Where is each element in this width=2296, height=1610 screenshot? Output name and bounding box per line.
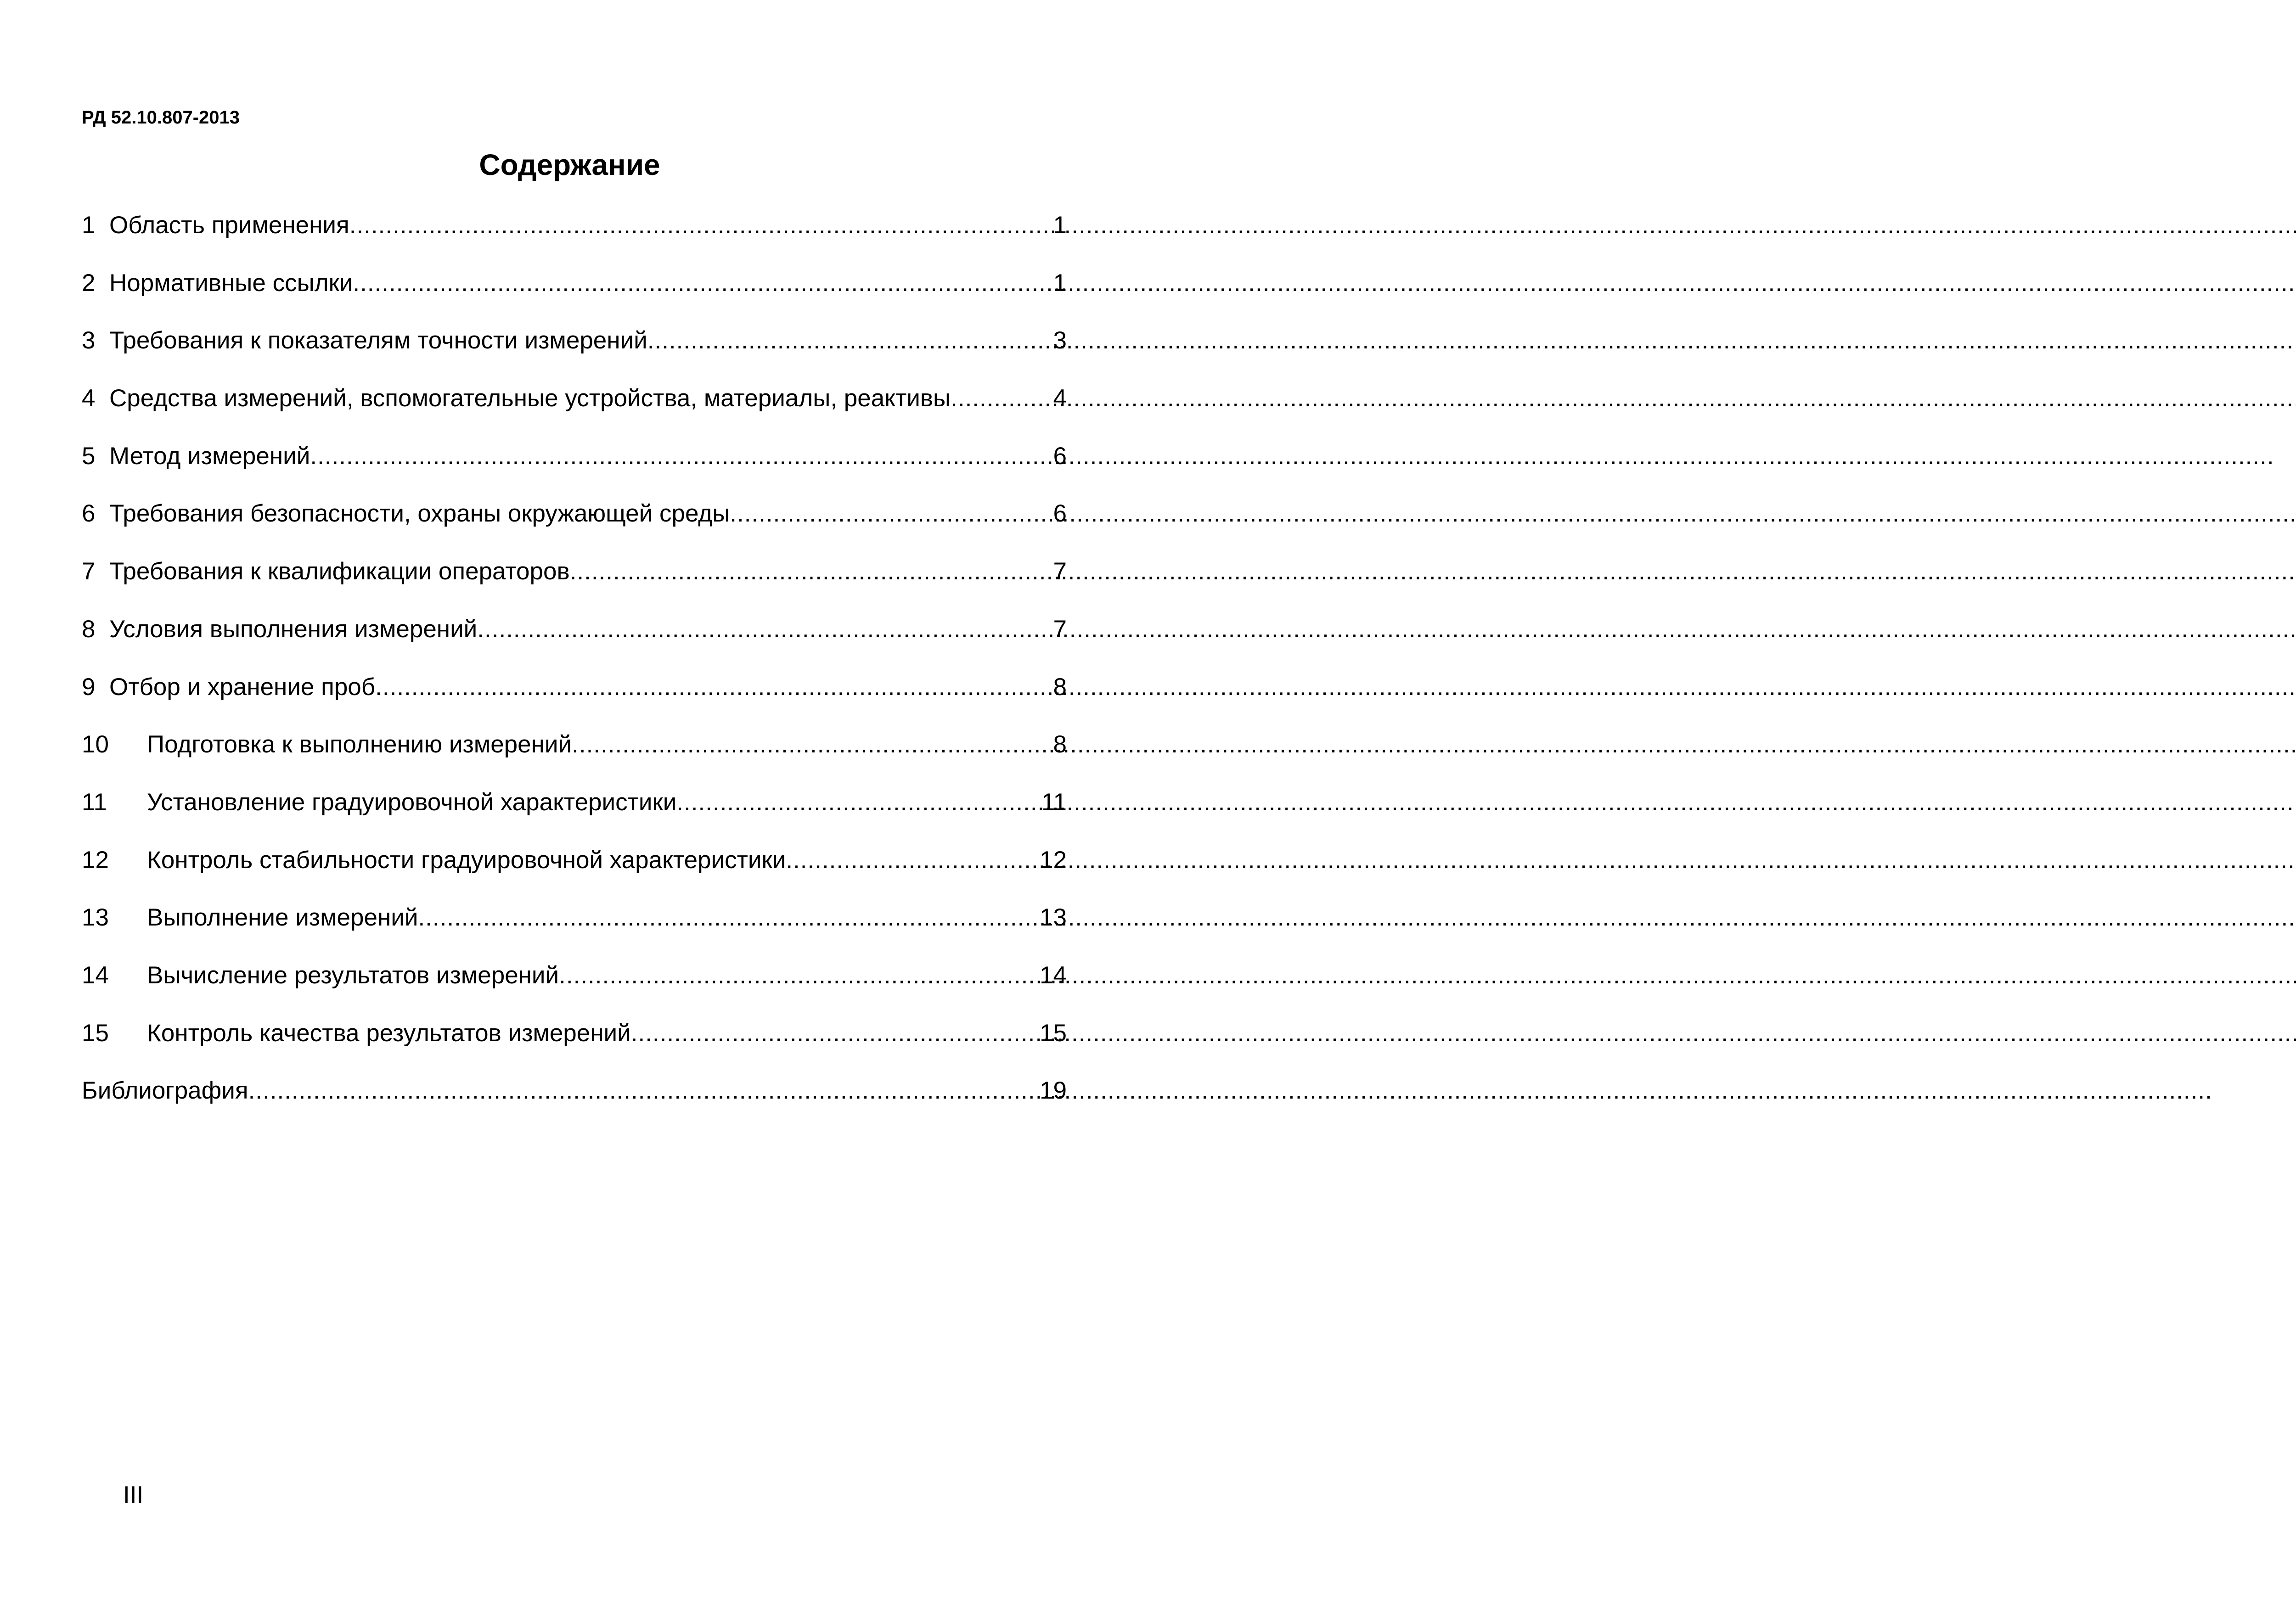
toc-entry-number: 3	[82, 327, 96, 354]
toc-entry-number: 9	[82, 673, 96, 701]
toc-dot-leader	[477, 609, 1052, 650]
toc-entry-label: Выполнение измерений	[147, 904, 418, 931]
toc-entry-page: 15	[1040, 1019, 1067, 1047]
toc-entry-page: 6	[1053, 500, 1067, 527]
toc-entry-page: 1	[1053, 269, 1067, 297]
toc-entry-number: 1	[82, 212, 96, 239]
toc-dot-leader	[349, 205, 1052, 246]
toc-entry[interactable]	[82, 436, 1067, 494]
toc-entry-number: 7	[82, 558, 96, 585]
document-code: РД 52.10.807-2013	[82, 107, 240, 128]
toc-entry-number: 10	[82, 731, 109, 758]
toc-entry-label: Область применения	[109, 212, 349, 239]
toc-entry-label: Контроль качества результатов измерений	[147, 1019, 631, 1047]
toc-dot-leader	[951, 378, 1052, 419]
toc-entry-number: 15	[82, 1019, 109, 1047]
toc-dot-leader	[572, 724, 1052, 765]
toc-entry-number: 13	[82, 904, 109, 931]
toc-entry-label: Требования безопасности, охраны окружающей среды	[109, 500, 730, 527]
toc-dot-leader	[310, 436, 1052, 477]
toc-entry-label: Требования к квалификации операторов	[109, 558, 570, 585]
toc-entry[interactable]	[82, 1070, 1067, 1128]
toc-dot-leader	[375, 667, 1052, 708]
toc-entry-number: 11	[82, 788, 107, 816]
toc-entry-label: Библиография	[82, 1077, 248, 1105]
toc-entry-label: Средства измерений, вспомогательные устройства, материалы, реактивы	[109, 385, 951, 412]
page-number: III	[123, 1481, 144, 1509]
toc-entry[interactable]	[82, 320, 1067, 378]
toc-entry-label: Установление градуировочной характеристики	[147, 788, 677, 816]
toc-entry-label: Отбор и хранение проб	[109, 673, 376, 701]
page-title: Содержание	[479, 148, 660, 181]
table-of-contents	[82, 205, 1067, 1128]
toc-dot-leader	[559, 955, 1039, 996]
toc-entry[interactable]	[82, 378, 1067, 436]
toc-entry-number: 8	[82, 615, 96, 643]
toc-entry-number: 4	[82, 385, 96, 412]
toc-entry-page: 3	[1053, 327, 1067, 354]
toc-entry-label: Контроль стабильности градуировочной характеристики	[147, 846, 786, 874]
toc-entry[interactable]	[82, 493, 1067, 551]
toc-entry-page: 8	[1053, 731, 1067, 758]
toc-entry-page: 4	[1053, 385, 1067, 412]
toc-entry-page: 7	[1053, 615, 1067, 643]
toc-entry-page: 7	[1053, 558, 1067, 585]
toc-entry-number: 14	[82, 961, 109, 989]
toc-entry-number: 2	[82, 269, 96, 297]
toc-entry[interactable]	[82, 955, 1067, 1013]
toc-entry-page: 6	[1053, 442, 1067, 470]
toc-dot-leader	[786, 840, 1039, 881]
toc-dot-leader	[631, 1013, 1039, 1054]
toc-entry-label: Требования к показателям точности измерений	[109, 327, 647, 354]
toc-dot-leader	[353, 263, 1052, 304]
toc-entry-label: Вычисление результатов измерений	[147, 961, 559, 989]
toc-entry[interactable]	[82, 263, 1067, 320]
toc-entry[interactable]	[82, 1013, 1067, 1071]
toc-dot-leader	[570, 551, 1052, 592]
toc-entry[interactable]	[82, 551, 1067, 609]
toc-entry-page: 1	[1053, 212, 1067, 239]
toc-entry[interactable]	[82, 897, 1067, 955]
toc-entry-label: Условия выполнения измерений	[109, 615, 478, 643]
toc-entry-page: 11	[1041, 788, 1067, 816]
toc-dot-leader	[248, 1070, 1039, 1111]
toc-entry-page: 14	[1040, 961, 1067, 989]
toc-entry[interactable]	[82, 724, 1067, 782]
toc-entry-page: 13	[1040, 904, 1067, 931]
toc-entry-number: 6	[82, 500, 96, 527]
toc-entry-label: Метод измерений	[109, 442, 310, 470]
toc-dot-leader	[730, 493, 1052, 534]
toc-entry[interactable]	[82, 782, 1067, 840]
toc-entry-number: 5	[82, 442, 96, 470]
toc-entry[interactable]	[82, 205, 1067, 263]
toc-entry-page: 12	[1040, 846, 1067, 874]
toc-entry[interactable]	[82, 667, 1067, 724]
toc-entry[interactable]	[82, 840, 1067, 898]
toc-entry-label: Подготовка к выполнению измерений	[147, 731, 572, 758]
toc-entry[interactable]	[82, 609, 1067, 667]
toc-entry-number: 12	[82, 846, 109, 874]
toc-entry-page: 19	[1040, 1077, 1067, 1105]
toc-dot-leader	[418, 897, 1039, 938]
toc-dot-leader	[647, 320, 1052, 361]
toc-dot-leader	[676, 782, 1041, 823]
toc-entry-label: Нормативные ссылки	[109, 269, 353, 297]
toc-entry-page: 8	[1053, 673, 1067, 701]
